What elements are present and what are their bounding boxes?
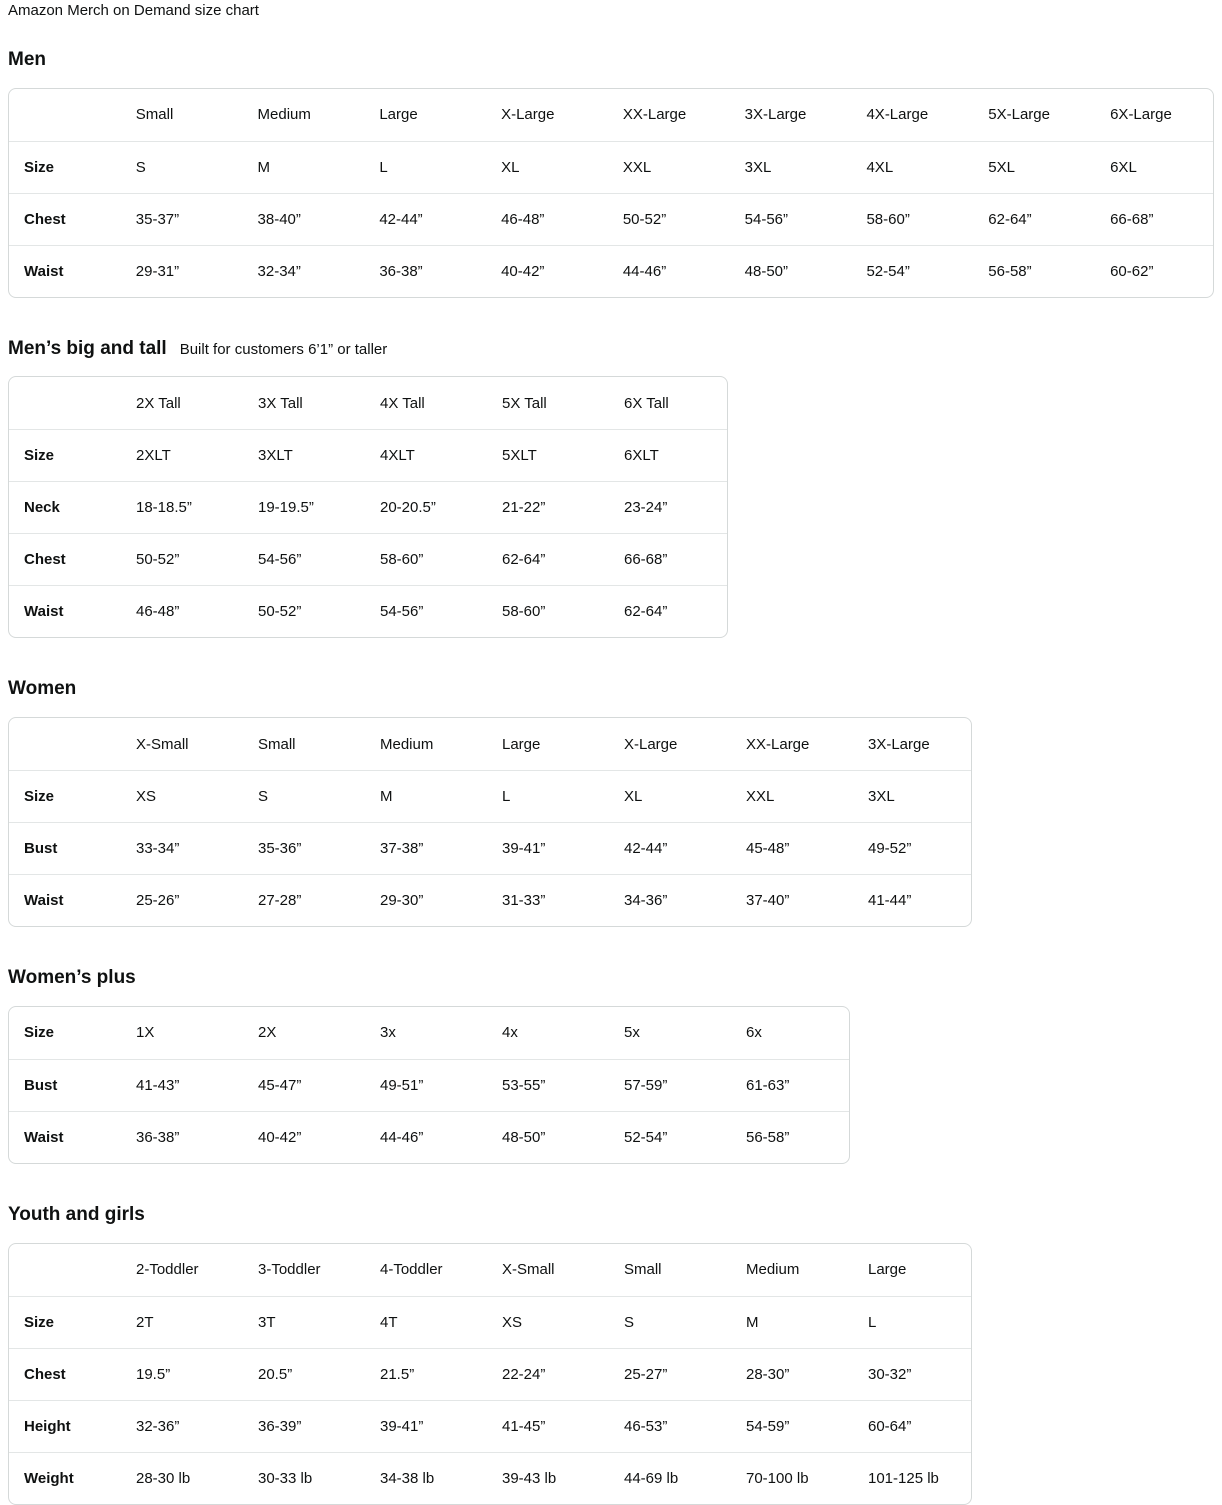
size-cell: 34-38 lb bbox=[380, 1452, 502, 1504]
size-cell: 41-43” bbox=[136, 1059, 258, 1111]
size-cell: 45-47” bbox=[258, 1059, 380, 1111]
size-cell: 20.5” bbox=[258, 1348, 380, 1400]
section-heading-mens-big-and-tall bbox=[8, 338, 1214, 361]
column-header: Small bbox=[135, 106, 174, 124]
size-cell: 53-55” bbox=[502, 1059, 624, 1111]
section-heading-women bbox=[8, 678, 1214, 701]
size-cell: M bbox=[258, 141, 380, 193]
size-cell: 54-56” bbox=[745, 193, 867, 245]
size-cell: XS bbox=[502, 1296, 624, 1348]
size-cell: 27-28” bbox=[258, 874, 380, 926]
size-cell: L bbox=[379, 141, 501, 193]
row-label: Chest bbox=[9, 533, 136, 585]
size-cell: 50-52” bbox=[258, 585, 380, 637]
size-cell: 3x bbox=[380, 1024, 396, 1042]
size-cell: 35-37” bbox=[136, 193, 258, 245]
column-header: X-Large bbox=[501, 106, 555, 124]
size-cell: XS bbox=[136, 770, 258, 822]
column-header: 6X-Large bbox=[1110, 106, 1172, 124]
size-cell: 32-34” bbox=[258, 245, 380, 297]
table-row bbox=[9, 141, 1213, 193]
size-cell: 4x bbox=[502, 1024, 518, 1042]
size-cell: 5x bbox=[624, 1024, 640, 1042]
size-cell: 58-60” bbox=[502, 585, 624, 637]
size-cell: 20-20.5” bbox=[380, 481, 502, 533]
column-header: 3X Tall bbox=[258, 394, 303, 412]
row-label: Chest bbox=[9, 1348, 136, 1400]
size-cell: 2T bbox=[136, 1296, 258, 1348]
column-header: XX-Large bbox=[746, 735, 810, 753]
row-label: Size bbox=[9, 770, 136, 822]
size-cell: 62-64” bbox=[502, 533, 624, 585]
size-cell: 3XLT bbox=[258, 429, 380, 481]
size-cell: 5XLT bbox=[502, 429, 624, 481]
column-header: 5X Tall bbox=[502, 394, 547, 412]
size-cell: 4XL bbox=[866, 141, 988, 193]
size-cell: 6x bbox=[746, 1024, 762, 1042]
column-header: XX-Large bbox=[622, 106, 687, 124]
size-cell: 40-42” bbox=[501, 245, 623, 297]
corner-cell bbox=[9, 377, 136, 429]
size-cell: 54-56” bbox=[258, 533, 380, 585]
row-label: Size bbox=[9, 141, 136, 193]
column-header: 3X-Large bbox=[744, 106, 807, 124]
column-header: Large bbox=[868, 1261, 907, 1279]
size-cell: 38-40” bbox=[258, 193, 380, 245]
table-row bbox=[9, 1059, 849, 1111]
table-header-row bbox=[9, 718, 971, 770]
size-cell: 29-31” bbox=[136, 245, 258, 297]
size-cell: 2XLT bbox=[136, 429, 258, 481]
size-cell: 41-44” bbox=[868, 874, 971, 926]
table-header-row bbox=[9, 89, 1213, 141]
column-header: X-Large bbox=[624, 735, 678, 753]
row-label: Waist bbox=[9, 874, 136, 926]
size-cell: 66-68” bbox=[1110, 193, 1213, 245]
size-cell: 3XL bbox=[745, 141, 867, 193]
size-cell: 35-36” bbox=[258, 822, 380, 874]
size-cell: 48-50” bbox=[502, 1111, 624, 1163]
size-cell: 4XLT bbox=[380, 429, 502, 481]
column-header: 4X Tall bbox=[380, 394, 425, 412]
row-label: Height bbox=[9, 1400, 136, 1452]
mens-big-and-tall-size-table bbox=[8, 376, 728, 638]
section-men bbox=[8, 49, 1214, 298]
section-heading-text: Women’s plus bbox=[8, 967, 136, 989]
size-cell: 28-30 lb bbox=[136, 1452, 258, 1504]
size-cell: 28-30” bbox=[746, 1348, 868, 1400]
size-cell: 50-52” bbox=[136, 533, 258, 585]
column-header: X-Small bbox=[136, 735, 189, 753]
size-cell: 52-54” bbox=[866, 245, 988, 297]
corner-cell bbox=[9, 89, 136, 141]
women-size-table bbox=[8, 717, 972, 927]
table-row bbox=[9, 429, 727, 481]
size-cell: XXL bbox=[746, 770, 868, 822]
size-cell: 62-64” bbox=[624, 585, 727, 637]
size-cell: 60-64” bbox=[868, 1400, 971, 1452]
section-mens-big-and-tall bbox=[8, 338, 1214, 639]
column-header: Medium bbox=[380, 735, 434, 753]
size-cell: 56-58” bbox=[988, 245, 1110, 297]
size-cell: 36-38” bbox=[136, 1111, 258, 1163]
row-label: Bust bbox=[9, 822, 136, 874]
column-header: 2X Tall bbox=[136, 394, 181, 412]
size-cell: 30-32” bbox=[868, 1348, 971, 1400]
column-header: Large bbox=[379, 106, 418, 124]
section-heading-text: Men bbox=[8, 48, 46, 70]
section-heading-youth-and-girls bbox=[8, 1204, 1214, 1227]
table-row bbox=[9, 1348, 971, 1400]
size-cell: 56-58” bbox=[746, 1111, 849, 1163]
size-cell: 101-125 lb bbox=[868, 1452, 971, 1504]
size-cell: 49-52” bbox=[868, 822, 971, 874]
size-cell: 6XL bbox=[1110, 141, 1213, 193]
table-row bbox=[9, 533, 727, 585]
womens-plus-size-table bbox=[8, 1006, 850, 1164]
size-cell: L bbox=[868, 1296, 971, 1348]
size-cell: 48-50” bbox=[745, 245, 867, 297]
size-cell: 18-18.5” bbox=[136, 481, 258, 533]
size-cell: 37-40” bbox=[746, 874, 868, 926]
size-cell: 37-38” bbox=[380, 822, 502, 874]
size-cell: 21.5” bbox=[380, 1348, 502, 1400]
size-cell: 1X bbox=[136, 1024, 155, 1042]
column-header: Small bbox=[258, 735, 296, 753]
size-cell: 54-59” bbox=[746, 1400, 868, 1452]
size-cell: 2X bbox=[258, 1024, 277, 1042]
column-header: 2-Toddler bbox=[136, 1261, 199, 1279]
row-label: Size bbox=[24, 1024, 55, 1042]
size-cell: 52-54” bbox=[624, 1111, 746, 1163]
row-label: Weight bbox=[9, 1452, 136, 1504]
size-cell: 23-24” bbox=[624, 481, 727, 533]
size-cell: 44-46” bbox=[380, 1111, 502, 1163]
size-cell: 70-100 lb bbox=[746, 1452, 868, 1504]
column-header: Large bbox=[502, 735, 541, 753]
size-cell: 66-68” bbox=[624, 533, 727, 585]
table-row bbox=[9, 245, 1213, 297]
column-header: 4X-Large bbox=[866, 106, 929, 124]
section-women bbox=[8, 678, 1214, 927]
table-header-row bbox=[9, 377, 727, 429]
table-row bbox=[9, 1400, 971, 1452]
size-cell: XL bbox=[624, 770, 746, 822]
section-heading-womens-plus bbox=[8, 967, 1214, 990]
column-header: Small bbox=[624, 1261, 662, 1279]
table-row bbox=[9, 822, 971, 874]
size-cell: 42-44” bbox=[624, 822, 746, 874]
table-row bbox=[9, 770, 971, 822]
section-heading-text: Youth and girls bbox=[8, 1203, 145, 1225]
table-row bbox=[9, 1111, 849, 1163]
size-cell: M bbox=[380, 770, 502, 822]
size-cell: 33-34” bbox=[136, 822, 258, 874]
column-header: X-Small bbox=[502, 1261, 555, 1279]
column-header: 4-Toddler bbox=[380, 1261, 443, 1279]
size-cell: 46-53” bbox=[624, 1400, 746, 1452]
column-header: 6X Tall bbox=[624, 394, 669, 412]
size-cell: 19.5” bbox=[136, 1348, 258, 1400]
size-cell: 39-41” bbox=[502, 822, 624, 874]
size-cell: 19-19.5” bbox=[258, 481, 380, 533]
size-cell: 6XLT bbox=[624, 429, 727, 481]
table-row bbox=[9, 585, 727, 637]
table-row bbox=[9, 193, 1213, 245]
size-cell: S bbox=[258, 770, 380, 822]
row-label: Size bbox=[9, 429, 136, 481]
size-cell: 25-26” bbox=[136, 874, 258, 926]
size-cell: XXL bbox=[623, 141, 745, 193]
section-subtitle: Built for customers 6’1” or taller bbox=[179, 340, 388, 358]
size-cell: 49-51” bbox=[380, 1059, 502, 1111]
row-label: Size bbox=[9, 1296, 136, 1348]
size-cell: 36-38” bbox=[379, 245, 501, 297]
column-header: 3-Toddler bbox=[258, 1261, 321, 1279]
page-title: Amazon Merch on Demand size chart bbox=[8, 2, 259, 19]
table-row bbox=[9, 874, 971, 926]
men-size-table bbox=[8, 88, 1214, 298]
section-heading-men bbox=[8, 49, 1214, 72]
size-cell: 30-33 lb bbox=[258, 1452, 380, 1504]
size-cell: M bbox=[746, 1296, 868, 1348]
table-row bbox=[9, 481, 727, 533]
size-cell: 40-42” bbox=[258, 1111, 380, 1163]
size-cell: 5XL bbox=[988, 141, 1110, 193]
size-cell: 44-46” bbox=[623, 245, 745, 297]
size-cell: 58-60” bbox=[380, 533, 502, 585]
column-header: 3X-Large bbox=[868, 735, 930, 753]
size-cell: 39-41” bbox=[380, 1400, 502, 1452]
size-cell: 60-62” bbox=[1110, 245, 1213, 297]
size-cell: 4T bbox=[380, 1296, 502, 1348]
row-label: Waist bbox=[9, 1111, 136, 1163]
size-cell: 41-45” bbox=[502, 1400, 624, 1452]
size-cell: 29-30” bbox=[380, 874, 502, 926]
table-row bbox=[9, 1452, 971, 1504]
table-header-row bbox=[9, 1244, 971, 1296]
size-cell: 31-33” bbox=[502, 874, 624, 926]
table-row bbox=[9, 1296, 971, 1348]
size-cell: 44-69 lb bbox=[624, 1452, 746, 1504]
size-cell: S bbox=[136, 141, 258, 193]
size-cell: 39-43 lb bbox=[502, 1452, 624, 1504]
column-header: 5X-Large bbox=[988, 106, 1050, 124]
row-label: Waist bbox=[9, 245, 136, 297]
size-cell: XL bbox=[501, 141, 623, 193]
row-label: Neck bbox=[9, 481, 136, 533]
size-cell: 61-63” bbox=[746, 1059, 849, 1111]
size-cell: 57-59” bbox=[624, 1059, 746, 1111]
size-cell: 21-22” bbox=[502, 481, 624, 533]
section-youth-and-girls bbox=[8, 1204, 1214, 1505]
corner-cell bbox=[9, 1244, 136, 1296]
size-cell: 54-56” bbox=[380, 585, 502, 637]
row-label: Bust bbox=[9, 1059, 136, 1111]
section-heading-text: Men’s big and tall bbox=[8, 337, 167, 359]
size-cell: 3T bbox=[258, 1296, 380, 1348]
column-header: Medium bbox=[746, 1261, 800, 1279]
size-cell: 42-44” bbox=[379, 193, 501, 245]
size-cell: S bbox=[624, 1296, 746, 1348]
size-cell: 46-48” bbox=[136, 585, 258, 637]
size-cell: 32-36” bbox=[136, 1400, 258, 1452]
size-cell: 62-64” bbox=[988, 193, 1110, 245]
size-cell: 50-52” bbox=[623, 193, 745, 245]
section-heading-text: Women bbox=[8, 678, 77, 700]
size-cell: 46-48” bbox=[501, 193, 623, 245]
size-cell: 22-24” bbox=[502, 1348, 624, 1400]
size-cell: L bbox=[502, 770, 624, 822]
row-label: Chest bbox=[9, 193, 136, 245]
size-cell: 25-27” bbox=[624, 1348, 746, 1400]
corner-cell bbox=[9, 718, 136, 770]
table-row bbox=[9, 1007, 849, 1059]
column-header: Medium bbox=[257, 106, 311, 124]
size-cell: 58-60” bbox=[866, 193, 988, 245]
youth-and-girls-size-table bbox=[8, 1243, 972, 1505]
row-label: Waist bbox=[9, 585, 136, 637]
size-cell: 3XL bbox=[868, 770, 971, 822]
size-cell: 36-39” bbox=[258, 1400, 380, 1452]
size-cell: 34-36” bbox=[624, 874, 746, 926]
size-cell: 45-48” bbox=[746, 822, 868, 874]
section-womens-plus bbox=[8, 967, 1214, 1164]
